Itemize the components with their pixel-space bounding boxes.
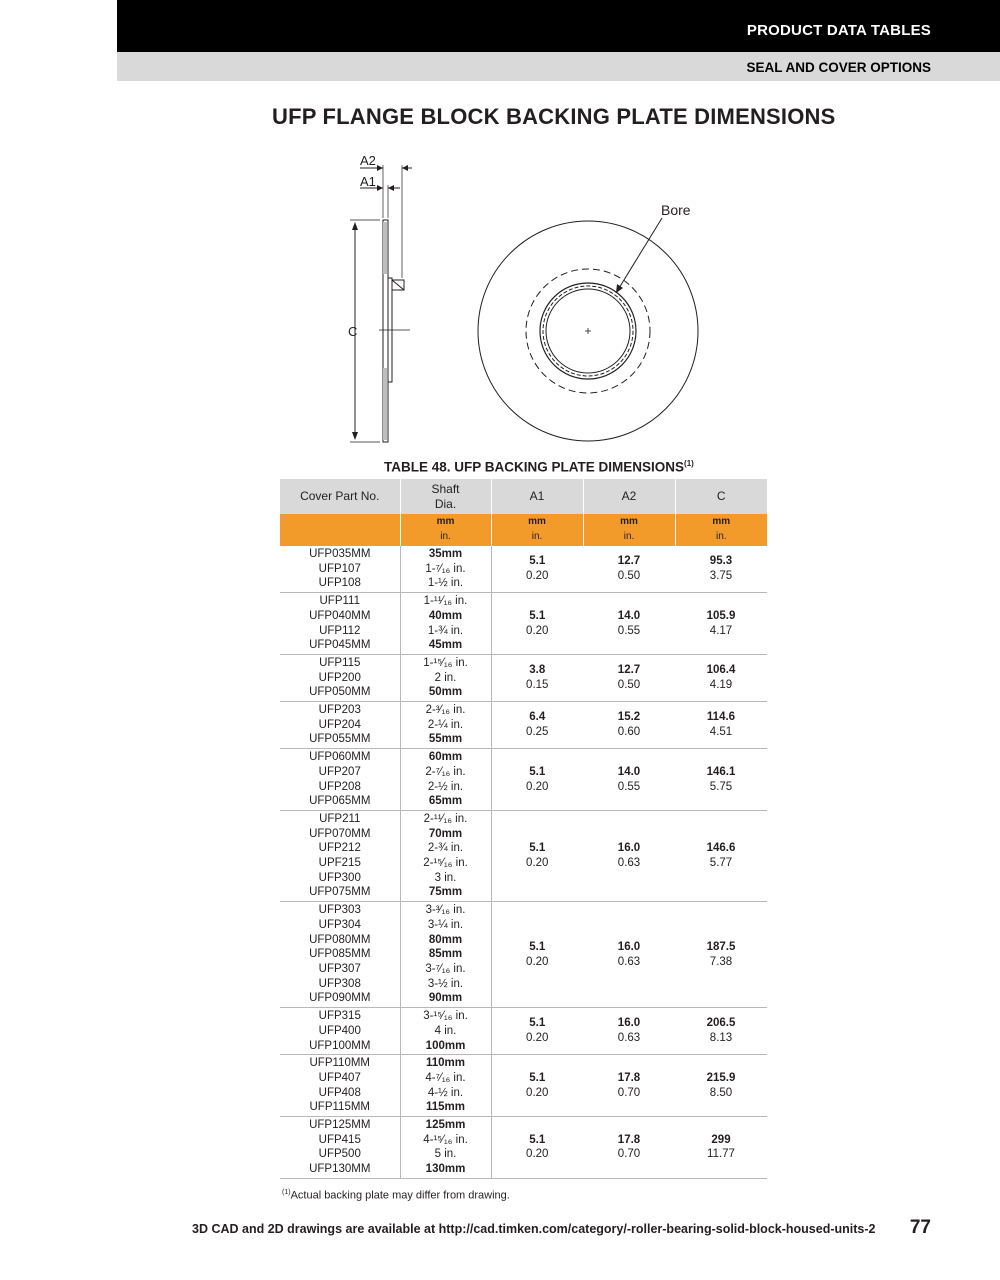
cover-part-cell [280,902,400,1008]
part-number: UFP203 [318,704,361,717]
a1-cell-mm: 6.4 [529,711,546,724]
part-number: UFP400 [318,1024,361,1037]
shaft-dia: 85mm [428,948,463,961]
a1-cell-in: 0.15 [526,678,549,691]
cover-part-cell [280,810,400,901]
a2-cell-in: 0.50 [617,678,641,691]
shaft-dia: 4-¹⁵⁄₁₆ in. [423,1133,468,1146]
part-number: UFP308 [318,977,361,990]
a1-cell-in: 0.20 [526,857,549,870]
c-cell [675,810,767,901]
table-body [280,546,767,1178]
part-number: UFP050MM [309,686,371,699]
c-cell-mm: 299 [711,1133,731,1146]
a1-cell-mm: 5.1 [529,1071,546,1084]
a2-cell [583,749,675,811]
cover-part-cell [280,1117,400,1179]
a1-cell [491,1117,583,1179]
c-cell-in: 7.38 [709,955,733,968]
a1-cell [491,1008,583,1055]
a2-cell-mm: 17.8 [617,1071,641,1084]
table-row [280,749,767,811]
c-cell-in: 3.75 [709,570,733,583]
backing-plate-drawing [340,150,710,450]
label-c: C [348,324,358,339]
a2-cell-in: 0.70 [617,1148,641,1161]
cover-part-cell [280,1055,400,1117]
a1-cell [491,1055,583,1117]
a1-cell-in: 0.20 [526,1032,549,1045]
part-number: UFP060MM [309,751,371,764]
a1-cell-in: 0.20 [526,1086,549,1099]
a2-cell-mm: 14.0 [617,765,641,778]
part-number: UFP111 [319,595,360,608]
a2-cell-in: 0.60 [617,726,641,739]
table-row [280,702,767,749]
side-view [350,165,412,442]
table-row [280,654,767,701]
a2-cell [583,654,675,701]
shaft-dia: 4-⁷⁄₁₆ in. [425,1071,466,1084]
part-number: UFP500 [318,1148,361,1161]
shaft-dia-cell [400,702,491,749]
a2-cell [583,1117,675,1179]
c-cell-in: 11.77 [707,1148,735,1161]
shaft-dia-cell [400,810,491,901]
a2-cell-mm: 14.0 [617,609,641,622]
a1-cell-in: 0.20 [526,780,549,793]
part-number: UFP200 [318,671,361,684]
a1-cell [491,749,583,811]
cover-part-cell [280,546,400,593]
shaft-dia: 90mm [428,992,463,1005]
c-cell-mm: 215.9 [706,1071,736,1084]
part-number: UFP090MM [309,992,371,1005]
a2-cell-in: 0.63 [617,955,641,968]
cover-part-cell [280,593,400,655]
shaft-dia: 4 in. [434,1024,457,1037]
c-cell-mm: 206.5 [706,1017,736,1030]
shaft-dia: 2 in. [434,671,457,684]
shaft-dia: 3-³⁄₁₆ in. [425,904,466,917]
shaft-dia: 125mm [425,1119,466,1132]
table-row [280,902,767,1008]
shaft-dia: 65mm [428,795,463,808]
label-bore: Bore [661,202,691,218]
shaft-dia: 3-¼ in. [427,918,464,931]
c-cell-mm: 106.4 [706,664,736,677]
footer-cad-link-text: 3D CAD and 2D drawings are available at http://cad.timken.com/category/-roller-bearing-solid-block-housed-units-2 [192,1222,876,1236]
label-a2: A2 [360,153,376,168]
part-number: UFP112 [319,624,361,637]
part-number: UFP407 [318,1071,361,1084]
shaft-dia-cell [400,546,491,593]
subheader-bar [117,52,1000,81]
page-number: 77 [909,1217,931,1238]
section-title: PRODUCT DATA TABLES [746,22,931,39]
c-cell-in: 4.19 [709,678,733,691]
c-cell [675,1055,767,1117]
part-number: UFP304 [318,918,361,931]
a2-cell-mm: 16.0 [617,842,641,855]
c-cell-in: 4.17 [709,624,733,637]
a2-cell-in: 0.70 [617,1086,641,1099]
a2-cell-in: 0.63 [617,1032,641,1045]
part-number: UFP075MM [309,886,371,899]
subsection-title: SEAL AND COVER OPTIONS [746,60,931,75]
shaft-dia: 50mm [428,686,463,699]
part-number: UFP212 [318,842,361,855]
part-number: UFP315 [318,1010,361,1023]
shaft-dia: 2-¹¹⁄₁₆ in. [423,812,468,825]
shaft-dia: 1-¹¹⁄₁₆ in. [423,595,468,608]
part-number: UFP307 [318,962,361,975]
part-number: UFP040MM [309,609,371,622]
part-number: UFP035MM [309,548,371,560]
shaft-dia: 1-¾ in. [427,624,464,637]
col-a1-header: A1 [491,479,583,514]
c-cell-in: 8.50 [709,1086,733,1099]
shaft-dia: 55mm [428,733,463,746]
a1-cell-in: 0.20 [526,1148,549,1161]
a1-cell [491,593,583,655]
shaft-dia: 100mm [425,1039,466,1052]
part-number: UFP100MM [309,1039,371,1052]
col-a2-header: A2 [583,479,675,514]
a2-cell-in: 0.55 [617,624,641,637]
a1-cell-in: 0.20 [526,955,549,968]
part-number: UFP130MM [309,1163,371,1176]
shaft-dia: 2-¹⁵⁄₁₆ in. [423,857,468,870]
a2-cell [583,546,675,593]
part-number: UFP055MM [309,733,371,746]
a1-cell-mm: 5.1 [529,940,546,953]
shaft-dia: 2-⁷⁄₁₆ in. [425,765,466,778]
shaft-dia: 4-½ in. [427,1086,464,1099]
part-number: UFP211 [319,812,361,825]
part-number: UFP045MM [309,639,371,652]
a2-cell [583,902,675,1008]
shaft-dia: 3-½ in. [427,977,464,990]
a2-cell [583,593,675,655]
c-cell [675,593,767,655]
part-number: UFP065MM [309,795,371,808]
a2-cell-in: 0.50 [617,570,641,583]
a1-cell [491,810,583,901]
header-bar [117,0,1000,52]
part-number: UFP107 [318,562,361,575]
table-row [280,810,767,901]
shaft-dia-cell [400,749,491,811]
part-number: UFP085MM [309,948,371,961]
a1-cell-mm: 5.1 [529,1133,546,1146]
shaft-dia: 2-¾ in. [427,842,464,855]
part-number: UFP204 [318,718,361,731]
shaft-dia-cell [400,1117,491,1179]
table-row [280,1117,767,1179]
a1-cell-mm: 5.1 [529,609,546,622]
page-title: UFP FLANGE BLOCK BACKING PLATE DIMENSIONS [272,104,836,129]
shaft-dia: 2-½ in. [427,780,464,793]
part-number: UFP125MM [309,1119,371,1132]
table-caption: TABLE 48. UFP BACKING PLATE DIMENSIONS$^{(1)}$ [384,459,694,475]
a2-cell-mm: 12.7 [617,555,641,568]
table-row [280,1055,767,1117]
c-cell-in: 4.51 [709,726,733,739]
col-part-header: Cover Part No. [280,479,400,514]
a1-cell [491,702,583,749]
a1-cell-mm: 5.1 [529,555,546,568]
col-c-header: C [675,479,767,514]
c-cell [675,654,767,701]
c-cell-in: 8.13 [709,1032,733,1045]
a2-cell [583,810,675,901]
a2-cell-in: 0.63 [617,857,641,870]
part-number: UFP207 [318,765,361,778]
part-number: UPF215 [318,857,361,870]
part-number: UFP300 [318,871,361,884]
front-view [478,218,698,441]
shaft-dia: 40mm [428,609,463,622]
part-number: UFP080MM [309,933,371,946]
c-cell-mm: 146.1 [706,765,736,778]
shaft-dia-cell [400,1055,491,1117]
a2-cell-in: 0.55 [617,780,641,793]
shaft-dia: 115mm [425,1101,465,1114]
a2-cell-mm: 16.0 [617,1017,641,1030]
caption-footnote-marker: (1) [684,459,694,468]
a2-cell [583,1055,675,1117]
shaft-dia: 2-¼ in. [427,718,464,731]
a1-cell-in: 0.25 [526,726,549,739]
a1-cell-mm: 5.1 [529,842,546,855]
c-cell [675,702,767,749]
c-cell-mm: 146.6 [706,842,736,855]
c-cell-in: 5.77 [709,857,733,870]
part-number: UFP070MM [309,827,371,840]
c-cell-mm: 105.9 [706,609,736,622]
a2-cell-mm: 16.0 [617,940,641,953]
shaft-dia: 45mm [428,639,463,652]
part-number: UFP415 [318,1133,361,1146]
shaft-dia-cell [400,902,491,1008]
table-row [280,546,767,593]
shaft-dia: 1-½ in. [427,577,464,590]
a2-cell [583,1008,675,1055]
shaft-dia: 35mm [428,548,463,560]
cover-part-cell [280,749,400,811]
table-header-row [280,479,767,514]
a1-cell-mm: 5.1 [529,1017,546,1030]
cover-part-cell [280,654,400,701]
shaft-dia: 130mm [425,1163,466,1176]
shaft-dia: 75mm [428,886,463,899]
a1-cell [491,902,583,1008]
part-number: UFP408 [318,1086,361,1099]
part-number: UFP208 [318,780,361,793]
part-number: UFP110MM [309,1057,370,1070]
backing-plate-table [280,479,767,1179]
shaft-dia: 1-⁷⁄₁₆ in. [425,562,466,575]
shaft-dia: 3 in. [434,871,457,884]
a2-cell [583,702,675,749]
c-cell-mm: 114.6 [706,711,736,724]
part-number: UFP115 [319,656,361,669]
shaft-dia: 3-⁷⁄₁₆ in. [425,962,466,975]
shaft-dia: 3-¹⁵⁄₁₆ in. [423,1010,468,1023]
c-cell [675,1008,767,1055]
a1-cell-in: 0.20 [526,624,549,637]
part-number: UFP108 [318,577,361,590]
a1-cell-mm: 5.1 [529,765,546,778]
shaft-dia-cell [400,1008,491,1055]
table-row [280,1008,767,1055]
col-shaft-header: Shaft Dia. [400,479,491,514]
a2-cell-mm: 12.7 [617,664,641,677]
table-row [280,593,767,655]
shaft-dia-cell [400,593,491,655]
shaft-dia: 1-¹⁵⁄₁₆ in. [423,656,468,669]
label-a1: A1 [360,174,376,189]
a1-cell [491,654,583,701]
shaft-dia: 70mm [428,827,463,840]
cover-part-cell [280,702,400,749]
shaft-dia: 60mm [428,751,463,764]
shaft-dia-cell [400,654,491,701]
a1-cell-mm: 3.8 [529,664,546,677]
c-cell [675,749,767,811]
table-footnote: $^{(1)}$Actual backing plate may differ from drawing. [282,1189,510,1202]
c-cell [675,1117,767,1179]
c-cell-mm: 95.3 [709,555,733,568]
a2-cell-mm: 17.8 [617,1133,641,1146]
c-cell-mm: 187.5 [706,940,736,953]
part-number: UFP303 [318,904,361,917]
cover-part-cell [280,1008,400,1055]
shaft-dia: 80mm [428,933,463,946]
a2-cell-mm: 15.2 [617,711,641,724]
a1-cell-in: 0.20 [526,570,549,583]
a1-cell [491,546,583,593]
c-cell [675,902,767,1008]
shaft-dia: 5 in. [434,1148,457,1161]
units-row: mm in. mm in. mm in. mm in. [280,514,767,546]
shaft-dia: 110mm [425,1057,465,1070]
part-number: UFP115MM [309,1101,370,1114]
shaft-dia: 2-³⁄₁₆ in. [425,704,466,717]
c-cell [675,546,767,593]
c-cell-in: 5.75 [709,780,733,793]
